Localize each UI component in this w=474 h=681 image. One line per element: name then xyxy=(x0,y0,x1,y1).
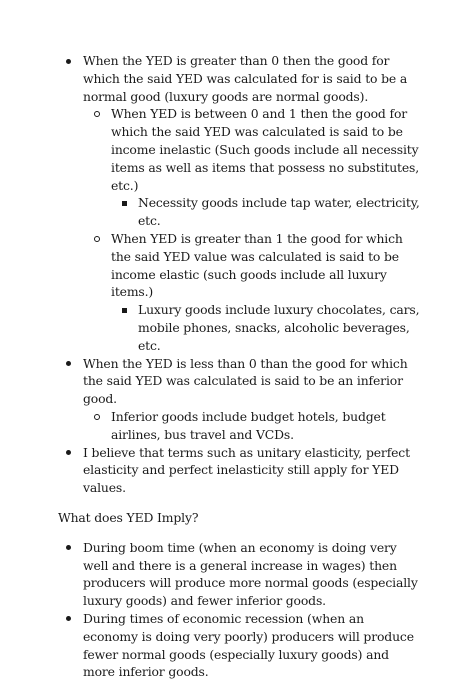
sub-sub-list xyxy=(113,194,420,230)
list-item-text: Inferior goods include budget hotels, budget airlines, bus travel and VCDs. xyxy=(111,408,386,442)
bullet-list-yed-implications xyxy=(58,539,420,681)
list-item-text: When the YED is greater than 0 then the good for which the said YED was calculated for is said to be a normal good (luxury goods are normal goods). xyxy=(83,53,408,104)
sub-sub-list xyxy=(113,301,420,354)
list-item-text: When YED is greater than 1 the good for which the said YED value was calculated is said to be income elastic (such goods include all luxury items.) xyxy=(111,230,403,300)
list-item xyxy=(86,105,420,230)
document-body xyxy=(58,52,420,681)
list-item xyxy=(58,52,420,355)
sub-list xyxy=(86,408,420,444)
section-heading: What does YED Imply? xyxy=(58,509,199,525)
sub-list xyxy=(86,105,420,354)
bullet-list-yed-values xyxy=(58,52,420,497)
list-item-text: I believe that terms such as unitary elasticity, perfect elasticity and perfect inelasticity still apply for YED values. xyxy=(83,444,410,496)
list-item xyxy=(86,230,420,355)
list-item-text: When YED is between 0 and 1 then the good for which the said YED was calculated is said to be income inelastic (Such goods include all necessity items as well as items that possess no substitutes, etc.) xyxy=(111,106,420,193)
list-item xyxy=(113,194,420,230)
list-item xyxy=(86,408,420,444)
list-item-text: When the YED is less than 0 than the good for which the said YED was calculated is said to be an inferior good. xyxy=(83,355,408,407)
list-item xyxy=(58,610,420,681)
list-item-text: Luxury goods include luxury chocolates, cars, mobile phones, snacks, alcoholic beverages, etc. xyxy=(138,302,420,353)
list-item-text: During times of economic recession (when an economy is doing very poorly) producers will produce fewer normal goods (especially luxury goods) and more inferior goods. xyxy=(83,610,414,680)
list-item-text: Necessity goods include tap water, electricity, etc. xyxy=(138,195,420,229)
list-item xyxy=(58,355,420,444)
list-item xyxy=(113,301,420,354)
list-item-text: During boom time (when an economy is doing very well and there is a general increase in wages) then producers will produce more normal goods (especially luxury goods) and fewer inferior goods. xyxy=(83,539,418,609)
list-item xyxy=(58,539,420,610)
list-item xyxy=(58,444,420,497)
